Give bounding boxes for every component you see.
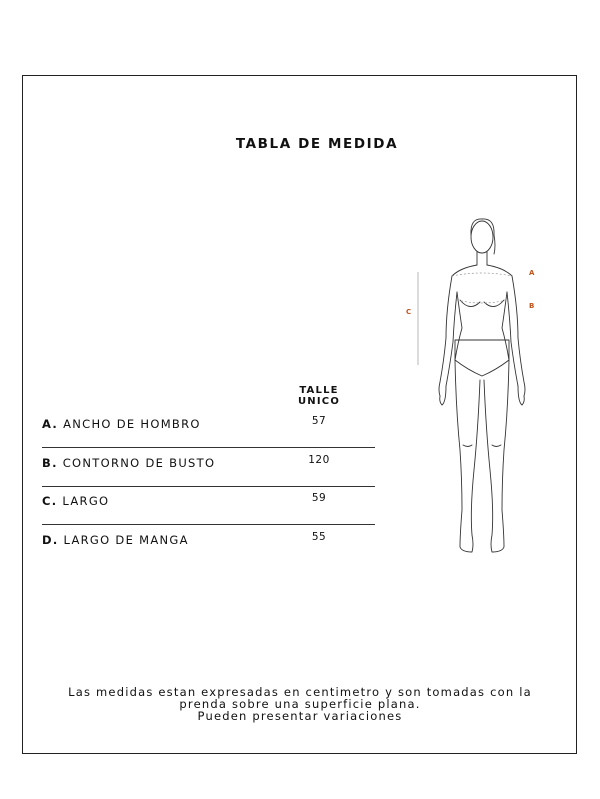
measurement-letter: A. <box>42 417 59 431</box>
footer-line-2: prenda sobre una superficie plana. <box>179 697 421 711</box>
body-figure-illustration <box>400 210 550 570</box>
measurement-name: CONTORNO DE BUSTO <box>62 456 216 470</box>
measurement-value: 57 <box>311 415 327 427</box>
row-divider <box>42 447 375 448</box>
measurement-value: 59 <box>311 492 327 504</box>
footer-line-3: Pueden presentar variaciones <box>197 709 403 723</box>
measurement-value: 55 <box>311 531 327 543</box>
measurement-value: 120 <box>308 454 330 466</box>
measurement-name: LARGO <box>62 494 110 508</box>
marker-b-label: B <box>529 302 535 310</box>
marker-c-label: C <box>406 308 412 316</box>
measurement-letter: B. <box>42 456 58 470</box>
measurement-row-d <box>42 526 375 556</box>
row-divider <box>42 524 375 525</box>
measurement-name: LARGO DE MANGA <box>63 533 189 547</box>
measurement-label <box>42 417 201 431</box>
page-title: TABLA DE MEDIDA <box>235 136 399 152</box>
measurement-label <box>42 494 109 508</box>
footer-line-1: Las medidas estan expresadas en centimetro y son tomadas con la <box>68 685 532 699</box>
measurement-row-a <box>42 410 375 448</box>
footer-note <box>30 686 570 722</box>
measurement-name: ANCHO DE HOMBRO <box>63 417 201 431</box>
size-column-header: TALLE UNICO <box>297 385 341 407</box>
measurement-label <box>42 456 215 470</box>
marker-a-label: A <box>529 269 535 277</box>
measurement-letter: D. <box>42 533 59 547</box>
measurement-letter: C. <box>42 494 58 508</box>
measurement-label <box>42 533 189 547</box>
measurement-row-b <box>42 449 375 487</box>
measurement-row-c <box>42 487 375 525</box>
